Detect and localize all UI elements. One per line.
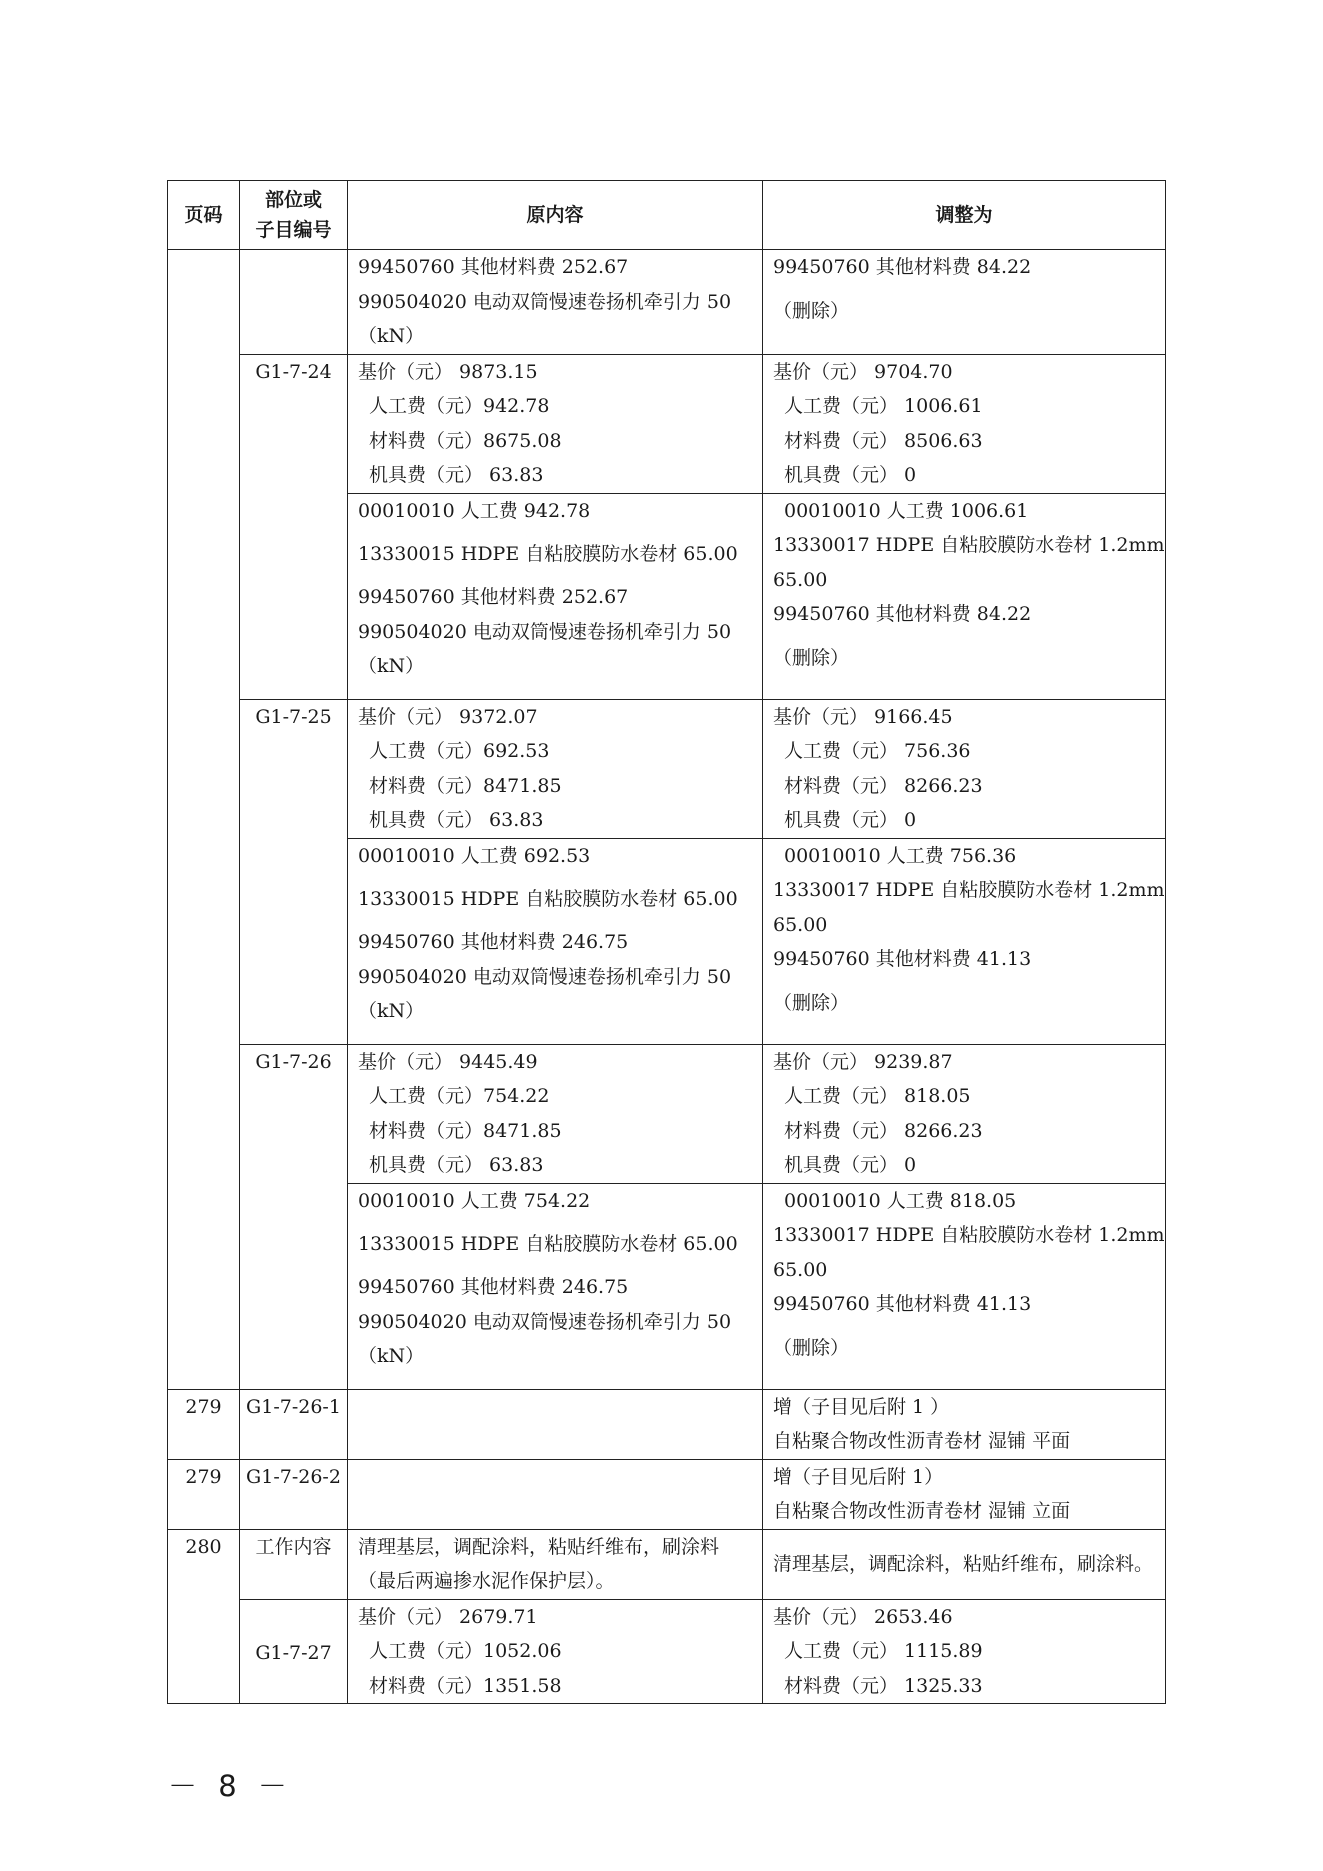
header-page: 页码 [168,181,240,250]
original-cell-empty [348,1459,763,1529]
text-line: 99450760 其他材料费 252.67 [358,256,629,278]
item-code: G1-7-24 [240,354,348,699]
text-line: 人工费（元）942.78 [369,395,550,417]
text-line: （kN） [358,1345,425,1367]
text-line: （kN） [358,655,425,677]
text-line: 自粘聚合物改性沥青卷材 湿铺 平面 [773,1430,1071,1452]
text-line: 基价（元） 2653.46 [773,1605,953,1628]
original-cell [348,838,763,1044]
text-line: 65.00 [773,913,828,936]
original-cell [348,1599,763,1704]
text-line: 人工费（元）692.53 [369,740,550,762]
text-line: 65.00 [773,568,828,591]
adjusted-cell [763,1389,1166,1459]
text-line: 人工费（元）1052.06 [369,1640,562,1662]
text-line: 材料费（元） 8266.23 [784,774,983,797]
original-cell [348,493,763,699]
table-row [168,250,1166,355]
adjusted-cell [763,1183,1166,1389]
text-line: 99450760 其他材料费 41.13 [773,1293,1032,1315]
table-row [168,699,1166,838]
text-line: 机具费（元） 63.83 [369,464,544,486]
text-line: 材料费（元） 8506.63 [784,429,983,452]
item-cell-blank [240,250,348,355]
item-code: G1-7-25 [240,699,348,1044]
original-cell [348,250,763,355]
text-line: （kN） [358,325,425,347]
text-line: 990504020 电动双筒慢速卷扬机牵引力 50 [358,620,732,643]
adjusted-cell [763,1044,1166,1183]
header-item [240,181,348,250]
adjusted-cell [763,838,1166,1044]
item-code: G1-7-26-2 [240,1459,348,1529]
text-line: 00010010 人工费 942.78 [358,499,591,522]
text-line: 清理基层，调配涂料，粘贴纤维布，刷涂料 [358,1535,720,1558]
table-row [168,1044,1166,1183]
table-row [168,1599,1166,1704]
text-line: 基价（元） 2679.71 [358,1605,538,1628]
text-line: 材料费（元）8675.08 [369,429,562,452]
page-cell-blank [168,250,240,1390]
text-line: 人工费（元）754.22 [369,1085,550,1107]
header-item-line2: 子目编号 [255,219,332,241]
text-line: 99450760 其他材料费 246.75 [358,1276,629,1298]
text-line: （删除） [773,991,850,1014]
text-line: 00010010 人工费 692.53 [358,844,591,867]
text-line: 人工费（元） 756.36 [784,740,971,762]
original-cell [348,1183,763,1389]
text-line: 人工费（元） 1006.61 [784,395,983,417]
text-line: （最后两遍掺水泥作保护层）。 [358,1570,615,1592]
page-number-cell: 279 [168,1389,240,1459]
text-line: 13330015 HDPE 自粘胶膜防水卷材 65.00 [358,1233,738,1255]
text-line: 基价（元） 9166.45 [773,705,953,728]
original-cell [348,1044,763,1183]
table-row [168,354,1166,493]
text-line: （kN） [358,1000,425,1022]
adjustment-table [167,180,1166,1704]
page-number-cell: 280 [168,1529,240,1704]
adjusted-cell [763,1459,1166,1529]
text-line: 基价（元） 9239.87 [773,1050,953,1073]
header-original: 原内容 [348,181,763,250]
adjusted-cell [763,354,1166,493]
text-line: 材料费（元）8471.85 [369,1119,562,1142]
adjusted-cell [763,1599,1166,1704]
text-line: 13330015 HDPE 自粘胶膜防水卷材 65.00 [358,543,738,565]
text-line: 99450760 其他材料费 84.22 [773,256,1032,278]
text-line: 65.00 [773,1258,828,1281]
text-line: （删除） [773,299,850,322]
text-line: 00010010 人工费 756.36 [784,844,1017,867]
text-line: 材料费（元） 1325.33 [784,1674,983,1697]
text-line: 13330017 HDPE 自粘胶膜防水卷材 1.2mm [773,1224,1165,1246]
text-line: 13330017 HDPE 自粘胶膜防水卷材 1.2mm [773,534,1165,556]
table-row [168,1529,1166,1599]
original-cell-empty [348,1389,763,1459]
text-line: 机具费（元） 0 [784,464,917,486]
text-line: 00010010 人工费 754.22 [358,1189,591,1212]
page-number: － 8 － [168,1769,293,1803]
table-row [168,1389,1166,1459]
original-cell [348,699,763,838]
text-line: 材料费（元）8471.85 [369,774,562,797]
text-line: 清理基层，调配涂料，粘贴纤维布，刷涂料。 [773,1552,1154,1575]
page-number-cell: 279 [168,1459,240,1529]
text-line: 机具费（元） 0 [784,1154,917,1176]
header-adjusted: 调整为 [763,181,1166,250]
adjusted-cell [763,699,1166,838]
text-line: （删除） [773,1336,850,1359]
text-line: 增（子目见后附 1 ） [773,1395,950,1418]
text-line: 增（子目见后附 1） [773,1465,944,1488]
text-line: 13330015 HDPE 自粘胶膜防水卷材 65.00 [358,888,738,910]
text-line: 基价（元） 9372.07 [358,705,538,728]
text-line: 99450760 其他材料费 84.22 [773,603,1032,625]
table-row [168,1459,1166,1529]
text-line: 99450760 其他材料费 41.13 [773,948,1032,970]
text-line: 99450760 其他材料费 252.67 [358,586,629,608]
text-line: （删除） [773,646,850,669]
text-line: 基价（元） 9704.70 [773,360,953,383]
text-line: 人工费（元） 818.05 [784,1085,971,1107]
text-line: 00010010 人工费 818.05 [784,1189,1017,1212]
adjusted-cell [763,250,1166,355]
item-code: G1-7-26-1 [240,1389,348,1459]
adjusted-cell [763,1529,1166,1599]
text-line: 13330017 HDPE 自粘胶膜防水卷材 1.2mm [773,879,1165,901]
text-line: 990504020 电动双筒慢速卷扬机牵引力 50 [358,1310,732,1333]
text-line: 材料费（元）1351.58 [369,1674,562,1697]
text-line: 机具费（元） 0 [784,809,917,831]
text-line: 基价（元） 9873.15 [358,360,538,383]
table-header-row [168,181,1166,250]
text-line: 基价（元） 9445.49 [358,1050,538,1073]
text-line: 自粘聚合物改性沥青卷材 湿铺 立面 [773,1500,1071,1522]
text-line: 材料费（元） 8266.23 [784,1119,983,1142]
text-line: 00010010 人工费 1006.61 [784,499,1029,522]
original-cell [348,1529,763,1599]
text-line: 990504020 电动双筒慢速卷扬机牵引力 50 [358,965,732,988]
text-line: 人工费（元） 1115.89 [784,1640,983,1662]
header-item-line1: 部位或 [264,189,322,211]
text-line: 机具费（元） 63.83 [369,1154,544,1176]
item-code: G1-7-26 [240,1044,348,1389]
adjusted-cell [763,493,1166,699]
text-line: 机具费（元） 63.83 [369,809,544,831]
original-cell [348,354,763,493]
text-line: 990504020 电动双筒慢速卷扬机牵引力 50 [358,290,732,313]
item-label: 工作内容 [240,1529,348,1599]
text-line: 99450760 其他材料费 246.75 [358,931,629,953]
item-code: G1-7-27 [240,1599,348,1704]
